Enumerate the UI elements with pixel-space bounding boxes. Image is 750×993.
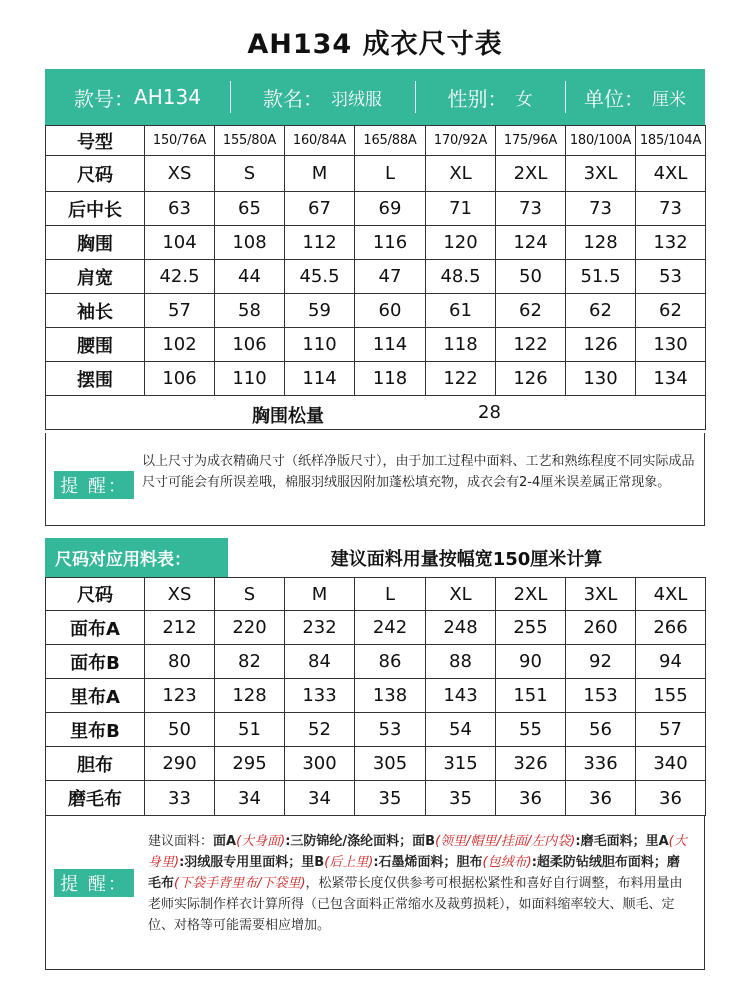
table-cell: 255 [496, 611, 566, 645]
table-cell: 73 [496, 192, 566, 226]
note-box-1 [45, 433, 705, 526]
table-row [46, 747, 706, 781]
table-cell: 73 [566, 192, 636, 226]
table-row [46, 192, 706, 226]
table-cell: 55 [496, 713, 566, 747]
table-cell: 134 [636, 362, 706, 396]
table-cell: 36 [566, 781, 636, 816]
row-label: 肩宽 [46, 260, 145, 294]
note2-part: :磨毛面料；里A [575, 834, 669, 849]
table-cell: 54 [426, 713, 496, 747]
table-cell: 170/92A [426, 126, 496, 156]
table-cell: 165/88A [355, 126, 426, 156]
table-cell: 151 [496, 679, 566, 713]
table-cell: 34 [215, 781, 285, 816]
header-bar [45, 69, 705, 125]
note2-part: (大身面) [236, 834, 286, 849]
note2-part: (领里/帽里/挂面/左内袋) [435, 834, 576, 849]
table-cell: S [215, 578, 285, 611]
table-cell: 212 [145, 611, 215, 645]
note2-part: 建议面料： [148, 834, 214, 849]
row-label: 胆布 [46, 747, 145, 781]
table-cell: 90 [496, 645, 566, 679]
table-cell: 130 [636, 328, 706, 362]
table-cell: 128 [215, 679, 285, 713]
table-cell: 4XL [636, 578, 706, 611]
table-cell: XS [145, 578, 215, 611]
table-cell: 51 [215, 713, 285, 747]
note2-part: :三防锦纶/涤纶面料；面B [285, 834, 436, 849]
row-label: 尺码 [46, 578, 145, 611]
table-row [46, 679, 706, 713]
row-label: 面布B [46, 645, 145, 679]
table-cell: 153 [566, 679, 636, 713]
table-cell: 36 [496, 781, 566, 816]
table-cell: 2XL [496, 156, 566, 192]
table-cell: 120 [426, 226, 496, 260]
table-row [46, 578, 706, 611]
table-cell: 126 [566, 328, 636, 362]
note2-part: :羽绒服专用里面料；里B [179, 855, 325, 870]
table-cell: 180/100A [566, 126, 636, 156]
table-cell: 60 [355, 294, 426, 328]
table-cell: 290 [145, 747, 215, 781]
table-cell: 118 [426, 328, 496, 362]
table-cell: 82 [215, 645, 285, 679]
table-cell: 155 [636, 679, 706, 713]
chest-ease-label: 胸围松量 [252, 406, 324, 427]
table-cell: 305 [355, 747, 426, 781]
table-cell: 122 [426, 362, 496, 396]
table-row [46, 328, 706, 362]
row-label: 尺码 [46, 156, 145, 192]
table-cell: 63 [145, 192, 215, 226]
table-cell: 92 [566, 645, 636, 679]
size-table [45, 125, 706, 430]
table-cell: 336 [566, 747, 636, 781]
table-cell: 84 [285, 645, 355, 679]
table-cell: 62 [636, 294, 706, 328]
note-text-2 [148, 831, 692, 936]
table-cell: 51.5 [566, 260, 636, 294]
table-cell: 106 [145, 362, 215, 396]
fabric-section-header [45, 538, 705, 577]
note2-part: :超柔防钻绒胆布面料；磨毛布 [148, 855, 680, 891]
table-cell: 61 [426, 294, 496, 328]
note2-part: (后上里) [324, 855, 374, 870]
table-cell: 110 [215, 362, 285, 396]
style-name-cell [230, 69, 415, 125]
table-cell: 34 [285, 781, 355, 816]
row-label: 摆围 [46, 362, 145, 396]
table-row [46, 362, 706, 396]
row-label: 号型 [46, 126, 145, 156]
fabric-section-desc: 建议面料用量按幅宽150厘米计算 [330, 548, 603, 570]
table-cell: 88 [426, 645, 496, 679]
table-cell: 62 [496, 294, 566, 328]
table-cell: 62 [566, 294, 636, 328]
table-cell: 45.5 [285, 260, 355, 294]
table-cell: 33 [145, 781, 215, 816]
table-cell: 86 [355, 645, 426, 679]
table-row [46, 781, 706, 816]
table-cell: 122 [496, 328, 566, 362]
table-cell: 124 [496, 226, 566, 260]
table-cell: 71 [426, 192, 496, 226]
table-cell: 56 [566, 713, 636, 747]
row-label: 腰围 [46, 328, 145, 362]
page-title: AH134 成衣尺寸表 [247, 29, 503, 60]
note-box-2 [45, 815, 705, 970]
table-cell: 36 [636, 781, 706, 816]
table-cell: 67 [285, 192, 355, 226]
table-cell: 57 [145, 294, 215, 328]
table-cell: 123 [145, 679, 215, 713]
table-cell: XL [426, 156, 496, 192]
style-no-cell [45, 69, 230, 125]
row-label: 后中长 [46, 192, 145, 226]
table-cell: 4XL [636, 156, 706, 192]
table-cell: L [355, 578, 426, 611]
table-cell: 295 [215, 747, 285, 781]
gender-value: 女 [515, 89, 533, 110]
table-row [46, 611, 706, 645]
table-cell: 260 [566, 611, 636, 645]
table-cell: 133 [285, 679, 355, 713]
note2-part: (下袋手背里布/下袋里) [174, 876, 306, 891]
table-cell: 340 [636, 747, 706, 781]
table-cell: 138 [355, 679, 426, 713]
table-cell: 57 [636, 713, 706, 747]
tip-badge-1: 提 醒： [54, 471, 134, 499]
note-text-1: 以上尺寸为成衣精确尺寸（纸样净版尺寸），由于加工过程中面料、工艺和熟练程度不同实际成品尺寸可能会有所误差哦，棉服羽绒服因附加蓬松填充物，成衣会有2-4厘米误差属正常现象。 [142, 454, 695, 490]
table-cell: 114 [355, 328, 426, 362]
table-cell: 266 [636, 611, 706, 645]
unit-value: 厘米 [652, 89, 686, 110]
table-cell: 3XL [566, 578, 636, 611]
table-row [46, 126, 706, 156]
table-cell: L [355, 156, 426, 192]
table-cell: 175/96A [496, 126, 566, 156]
table-cell: 50 [496, 260, 566, 294]
table-cell: XS [145, 156, 215, 192]
gender-label: 性别： [447, 86, 508, 111]
unit-cell [565, 69, 705, 125]
table-cell: 132 [636, 226, 706, 260]
table-cell: 3XL [566, 156, 636, 192]
table-cell: 155/80A [215, 126, 285, 156]
table-cell: 102 [145, 328, 215, 362]
table-row [46, 713, 706, 747]
note2-part: ，松紧带长度仅供参考可根据松紧性和喜好自行调整，布料用量由老师实际制作样衣计算所得（已包含面料正常缩水及裁剪损耗），如面料缩率较大、顺毛、定位、对格等可能需要相应增加。 [148, 876, 683, 933]
note2-part: 面A [213, 834, 237, 849]
table-cell: 53 [636, 260, 706, 294]
table-row [46, 260, 706, 294]
table-cell: 315 [426, 747, 496, 781]
table-cell: 185/104A [636, 126, 706, 156]
table-cell: 326 [496, 747, 566, 781]
row-label: 里布A [46, 679, 145, 713]
table-cell: 220 [215, 611, 285, 645]
table-cell: 47 [355, 260, 426, 294]
table-cell: 73 [636, 192, 706, 226]
row-label: 磨毛布 [46, 781, 145, 816]
table-cell: 53 [355, 713, 426, 747]
table-cell: S [215, 156, 285, 192]
chest-ease-row [46, 396, 706, 430]
gender-cell [415, 69, 565, 125]
table-row [46, 294, 706, 328]
chest-ease-value: 28 [478, 402, 501, 423]
table-cell: 44 [215, 260, 285, 294]
table-cell: 242 [355, 611, 426, 645]
table-cell: 52 [285, 713, 355, 747]
table-cell: XL [426, 578, 496, 611]
table-cell: 128 [566, 226, 636, 260]
table-cell: 150/76A [145, 126, 215, 156]
table-cell: 118 [355, 362, 426, 396]
table-row [46, 645, 706, 679]
row-label: 袖长 [46, 294, 145, 328]
table-cell: 58 [215, 294, 285, 328]
table-cell: 126 [496, 362, 566, 396]
table-cell: 110 [285, 328, 355, 362]
table-cell: 116 [355, 226, 426, 260]
table-cell: 114 [285, 362, 355, 396]
style-name-label: 款名： [263, 86, 323, 111]
table-row [46, 226, 706, 260]
row-label: 面布A [46, 611, 145, 645]
tip-badge-2: 提 醒： [54, 869, 134, 897]
table-cell: 232 [285, 611, 355, 645]
row-label: 里布B [46, 713, 145, 747]
table-cell: 35 [426, 781, 496, 816]
table-cell: M [285, 156, 355, 192]
table-row [46, 156, 706, 192]
table-cell: 2XL [496, 578, 566, 611]
fabric-section-tag: 尺码对应用料表： [45, 538, 228, 577]
table-cell: 300 [285, 747, 355, 781]
table-cell: 143 [426, 679, 496, 713]
row-label: 胸围 [46, 226, 145, 260]
table-cell: 59 [285, 294, 355, 328]
table-cell: 50 [145, 713, 215, 747]
table-cell: 248 [426, 611, 496, 645]
table-cell: 42.5 [145, 260, 215, 294]
table-cell: 104 [145, 226, 215, 260]
table-cell: 106 [215, 328, 285, 362]
table-cell: 112 [285, 226, 355, 260]
table-cell: 94 [636, 645, 706, 679]
style-name-value: 羽绒服 [331, 89, 382, 110]
table-cell: 69 [355, 192, 426, 226]
table-cell: 108 [215, 226, 285, 260]
unit-label: 单位： [584, 86, 644, 111]
fabric-table [45, 577, 706, 816]
note2-part: :石墨烯面料；胆布 [373, 855, 483, 870]
table-cell: 130 [566, 362, 636, 396]
style-no-value: AH134 [134, 85, 201, 109]
table-cell: M [285, 578, 355, 611]
note2-part: (包绒布) [482, 855, 532, 870]
table-cell: 80 [145, 645, 215, 679]
table-cell: 35 [355, 781, 426, 816]
note2-part: (大身里) [148, 834, 687, 870]
table-cell: 160/84A [285, 126, 355, 156]
table-cell: 65 [215, 192, 285, 226]
table-cell: 48.5 [426, 260, 496, 294]
style-no-label: 款号： [74, 86, 135, 111]
